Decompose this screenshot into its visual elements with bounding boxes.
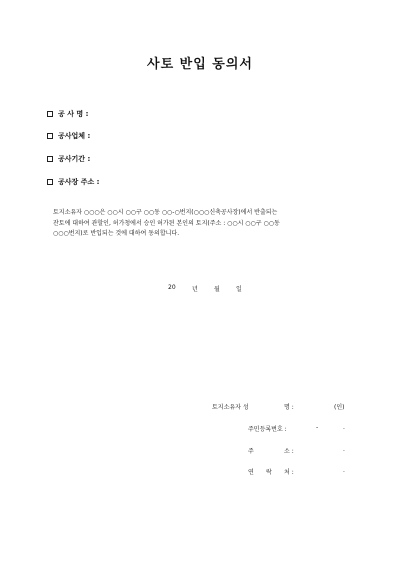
seal-mark: (인) [334,404,345,411]
contact-label-1: 연 [248,469,254,476]
contact-end: . [343,467,345,474]
date-day-unit: 일 [236,286,242,293]
checkbox-square-icon [47,133,53,139]
date-line [168,284,242,293]
field-period [47,154,90,164]
field-project-name [47,109,88,119]
name-label: 명 : [284,404,294,411]
address-end: . [343,446,345,453]
field-site-address [47,177,99,187]
date-month-unit: 월 [214,286,220,293]
consent-paragraph: 토지소유자 ○○○은 ○○시 ○○구 ○○동 ○○-○번지(○○○신축공사장)에서 반출되는 잔토에 대하여 관할인, 허가청에서 승인 허가된 본인의 토지(주소 : ○○시 ○○구 ○○동 ○○○번지)로 반입되는 것에 대하여 동의합니다. [53,209,280,237]
address-label-1: 주 [248,448,254,455]
field-label: 공사장 주소 : [58,178,100,186]
document-title: 사토 반입 동의서 [147,57,253,72]
contact-label-2: 락 [266,469,272,476]
id-number-dash: - [316,424,319,431]
checkbox-square-icon [47,111,53,117]
id-number-end: . [343,424,345,431]
contact-label-3: 처 : [284,469,294,476]
owner-label: 토지소유자 성 [212,404,249,411]
field-label: 공사업체 : [58,132,91,140]
checkbox-square-icon [47,156,53,162]
field-label: 공 사 명 : [58,110,89,118]
date-year: 20 [168,284,176,291]
field-contractor [47,131,90,141]
address-label-2: 소 : [284,448,294,455]
id-number-label: 주민등록번호 : [248,426,287,433]
field-label: 공사기간 : [58,155,91,163]
checkbox-square-icon [47,179,53,185]
date-year-unit: 년 [192,286,198,293]
